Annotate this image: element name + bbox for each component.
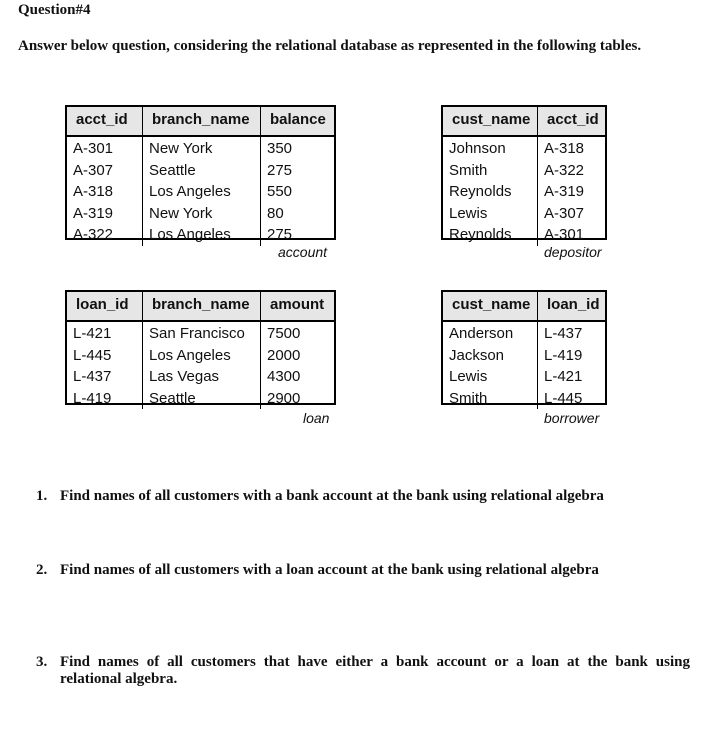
- table-cell: 7500: [267, 325, 301, 342]
- question-1: [36, 488, 690, 505]
- table-cell: 80: [267, 204, 284, 222]
- table-cell: A-319: [544, 183, 585, 200]
- table-cell: Los Angeles: [149, 226, 231, 243]
- table-cell: 2900: [267, 389, 301, 407]
- account-caption: account: [278, 244, 328, 260]
- table-cell: Smith: [449, 389, 488, 407]
- table-cell: A-322: [544, 161, 585, 179]
- loan-caption: loan: [303, 410, 330, 426]
- account-table: [65, 105, 336, 243]
- table-cell: Reynolds: [449, 226, 512, 243]
- table-cell: L-437: [73, 368, 112, 385]
- header-cell: loan_id: [547, 296, 600, 313]
- question-text: Find names of all customers with a loan account at the bank using relational algebra: [60, 562, 599, 578]
- table-cell: L-421: [73, 325, 112, 342]
- table-header: [443, 107, 605, 137]
- table-cell: Seattle: [149, 389, 196, 407]
- question-3: [36, 654, 690, 688]
- table-cell: Smith: [449, 161, 488, 179]
- header-cell: acct_id: [547, 111, 599, 128]
- table-cell: Las Vegas: [149, 368, 220, 385]
- table-cell: Reynolds: [449, 183, 512, 200]
- question-number: 2.: [36, 562, 48, 578]
- table-cell: L-445: [544, 389, 583, 407]
- table-header: [443, 292, 605, 322]
- table-cell: Lewis: [449, 204, 488, 222]
- table-header: [67, 292, 334, 322]
- table-cell: A-322: [73, 226, 114, 243]
- question-text: Find names of all customers with a bank account at the bank using relational algebra: [60, 488, 604, 504]
- table-cell: Jackson: [449, 346, 505, 364]
- table-cell: New York: [149, 140, 213, 157]
- table-cell: Anderson: [449, 325, 514, 342]
- intro-text: Answer below question, considering the relational database as represented in the following tables.: [18, 38, 642, 54]
- table-cell: L-445: [73, 346, 112, 364]
- header-cell: acct_id: [67, 107, 143, 135]
- table-cell: A-318: [544, 140, 585, 157]
- table-cell: 2000: [267, 346, 301, 364]
- header-cell: loan_id: [67, 292, 143, 320]
- question-text-line1: Find names of all customers that have either a bank account or a loan at the bank using: [60, 654, 690, 670]
- table-cell: A-319: [73, 204, 114, 222]
- table-header: [67, 107, 334, 137]
- header-cell: branch_name: [143, 107, 261, 135]
- table-cell: 275: [267, 226, 293, 243]
- header-cell: branch_name: [143, 292, 261, 320]
- table-cell: A-301: [73, 140, 114, 157]
- header-cell: cust_name: [443, 292, 538, 320]
- table-cell: New York: [149, 204, 213, 222]
- table-cell: Los Angeles: [149, 183, 231, 200]
- table-cell: 275: [267, 161, 293, 179]
- borrower-table: [441, 290, 607, 405]
- question-2: [36, 562, 690, 579]
- table-cell: A-307: [73, 161, 114, 179]
- question-number: 1.: [36, 488, 48, 504]
- table-cell: L-419: [544, 346, 583, 364]
- borrower-caption: borrower: [544, 410, 600, 426]
- question-text-line2: relational algebra.: [60, 671, 178, 687]
- table-cell: L-437: [544, 325, 583, 342]
- header-cell: cust_name: [443, 107, 538, 135]
- table-cell: San Francisco: [149, 325, 245, 342]
- table-cell: Los Angeles: [149, 346, 231, 364]
- table-cell: 350: [267, 140, 293, 157]
- question-number: 3.: [36, 654, 48, 670]
- table-cell: A-307: [544, 204, 585, 222]
- depositor-caption: depositor: [544, 244, 602, 260]
- table-cell: Lewis: [449, 368, 488, 385]
- table-cell: L-421: [544, 368, 583, 385]
- header-cell: balance: [270, 111, 326, 128]
- table-cell: Johnson: [449, 140, 506, 157]
- table-cell: 4300: [267, 368, 301, 385]
- question-title: Question#4: [18, 2, 91, 18]
- table-cell: 550: [267, 183, 293, 200]
- table-cell: A-301: [544, 226, 585, 243]
- table-cell: L-419: [73, 389, 112, 407]
- loan-table: [65, 290, 336, 405]
- header-cell: amount: [270, 296, 325, 313]
- table-cell: A-318: [73, 183, 114, 200]
- depositor-table: [441, 105, 607, 243]
- table-cell: Seattle: [149, 161, 196, 179]
